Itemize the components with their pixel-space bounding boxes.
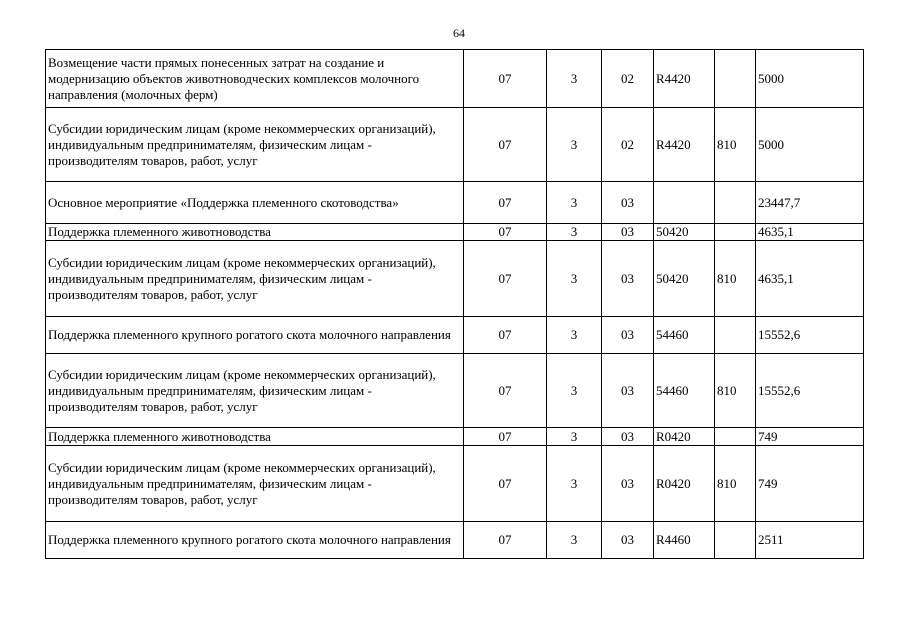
program-code-cell: 3 <box>547 522 602 559</box>
item-name-cell: Возмещение части прямых понесенных затрат на создание и модернизацию объектов животноводческих комплексов молочного направления (молочных ферм) <box>46 50 464 108</box>
target-article-cell: 50420 <box>654 241 715 317</box>
subprogram-code-cell: 03 <box>602 317 654 354</box>
program-code-cell: 3 <box>547 317 602 354</box>
program-code-cell: 3 <box>547 428 602 446</box>
target-article-cell: R0420 <box>654 446 715 522</box>
section-code-cell: 07 <box>464 108 547 182</box>
section-code-cell: 07 <box>464 446 547 522</box>
target-article-cell: 50420 <box>654 224 715 241</box>
subprogram-code-cell: 03 <box>602 354 654 428</box>
table-row <box>46 354 864 428</box>
page-number: 64 <box>453 26 465 40</box>
amount-cell: 4635,1 <box>756 224 864 241</box>
amount-cell: 749 <box>756 446 864 522</box>
section-code-cell: 07 <box>464 224 547 241</box>
program-code-cell: 3 <box>547 108 602 182</box>
section-code-cell: 07 <box>464 354 547 428</box>
program-code-cell: 3 <box>547 241 602 317</box>
target-article-cell: R4420 <box>654 50 715 108</box>
program-code-cell: 3 <box>547 446 602 522</box>
table-row <box>46 224 864 241</box>
subprogram-code-cell: 02 <box>602 108 654 182</box>
subprogram-code-cell: 03 <box>602 446 654 522</box>
table-row <box>46 108 864 182</box>
item-name-cell: Поддержка племенного крупного рогатого скота молочного направления <box>46 522 464 559</box>
section-code-cell: 07 <box>464 317 547 354</box>
section-code-cell: 07 <box>464 428 547 446</box>
table-row <box>46 428 864 446</box>
expense-type-cell: 810 <box>715 354 756 428</box>
amount-cell: 23447,7 <box>756 182 864 224</box>
expense-type-cell <box>715 224 756 241</box>
section-code-cell: 07 <box>464 50 547 108</box>
program-code-cell: 3 <box>547 224 602 241</box>
program-code-cell: 3 <box>547 182 602 224</box>
budget-table-body <box>46 50 864 559</box>
target-article-cell: R4460 <box>654 522 715 559</box>
target-article-cell <box>654 182 715 224</box>
section-code-cell: 07 <box>464 241 547 317</box>
amount-cell: 15552,6 <box>756 317 864 354</box>
amount-cell: 5000 <box>756 50 864 108</box>
program-code-cell: 3 <box>547 354 602 428</box>
expense-type-cell <box>715 50 756 108</box>
item-name-cell: Основное мероприятие «Поддержка племенного скотоводства» <box>46 182 464 224</box>
table-row <box>46 50 864 108</box>
target-article-cell: R0420 <box>654 428 715 446</box>
section-code-cell: 07 <box>464 522 547 559</box>
item-name-cell: Поддержка племенного животноводства <box>46 428 464 446</box>
item-name-cell: Субсидии юридическим лицам (кроме некоммерческих организаций), индивидуальным предпринимателям, физическим лицам - производителям товаров, работ, услуг <box>46 446 464 522</box>
amount-cell: 2511 <box>756 522 864 559</box>
subprogram-code-cell: 03 <box>602 241 654 317</box>
item-name-cell: Поддержка племенного животноводства <box>46 224 464 241</box>
item-name-cell: Субсидии юридическим лицам (кроме некоммерческих организаций), индивидуальным предпринимателям, физическим лицам - производителям товаров, работ, услуг <box>46 354 464 428</box>
amount-cell: 15552,6 <box>756 354 864 428</box>
amount-cell: 5000 <box>756 108 864 182</box>
amount-cell: 4635,1 <box>756 241 864 317</box>
subprogram-code-cell: 03 <box>602 522 654 559</box>
item-name-cell: Поддержка племенного крупного рогатого скота молочного направления <box>46 317 464 354</box>
section-code-cell: 07 <box>464 182 547 224</box>
expense-type-cell <box>715 522 756 559</box>
target-article-cell: 54460 <box>654 354 715 428</box>
table-row <box>46 182 864 224</box>
subprogram-code-cell: 03 <box>602 182 654 224</box>
table-row <box>46 317 864 354</box>
expense-type-cell: 810 <box>715 241 756 317</box>
item-name-cell: Субсидии юридическим лицам (кроме некоммерческих организаций), индивидуальным предпринимателям, физическим лицам - производителям товаров, работ, услуг <box>46 108 464 182</box>
program-code-cell: 3 <box>547 50 602 108</box>
amount-cell: 749 <box>756 428 864 446</box>
item-name-cell: Субсидии юридическим лицам (кроме некоммерческих организаций), индивидуальным предпринимателям, физическим лицам - производителям товаров, работ, услуг <box>46 241 464 317</box>
expense-type-cell: 810 <box>715 446 756 522</box>
budget-table <box>45 49 864 559</box>
subprogram-code-cell: 03 <box>602 224 654 241</box>
subprogram-code-cell: 03 <box>602 428 654 446</box>
target-article-cell: R4420 <box>654 108 715 182</box>
table-row <box>46 522 864 559</box>
expense-type-cell <box>715 317 756 354</box>
target-article-cell: 54460 <box>654 317 715 354</box>
expense-type-cell <box>715 182 756 224</box>
subprogram-code-cell: 02 <box>602 50 654 108</box>
table-row <box>46 241 864 317</box>
table-row <box>46 446 864 522</box>
expense-type-cell: 810 <box>715 108 756 182</box>
expense-type-cell <box>715 428 756 446</box>
